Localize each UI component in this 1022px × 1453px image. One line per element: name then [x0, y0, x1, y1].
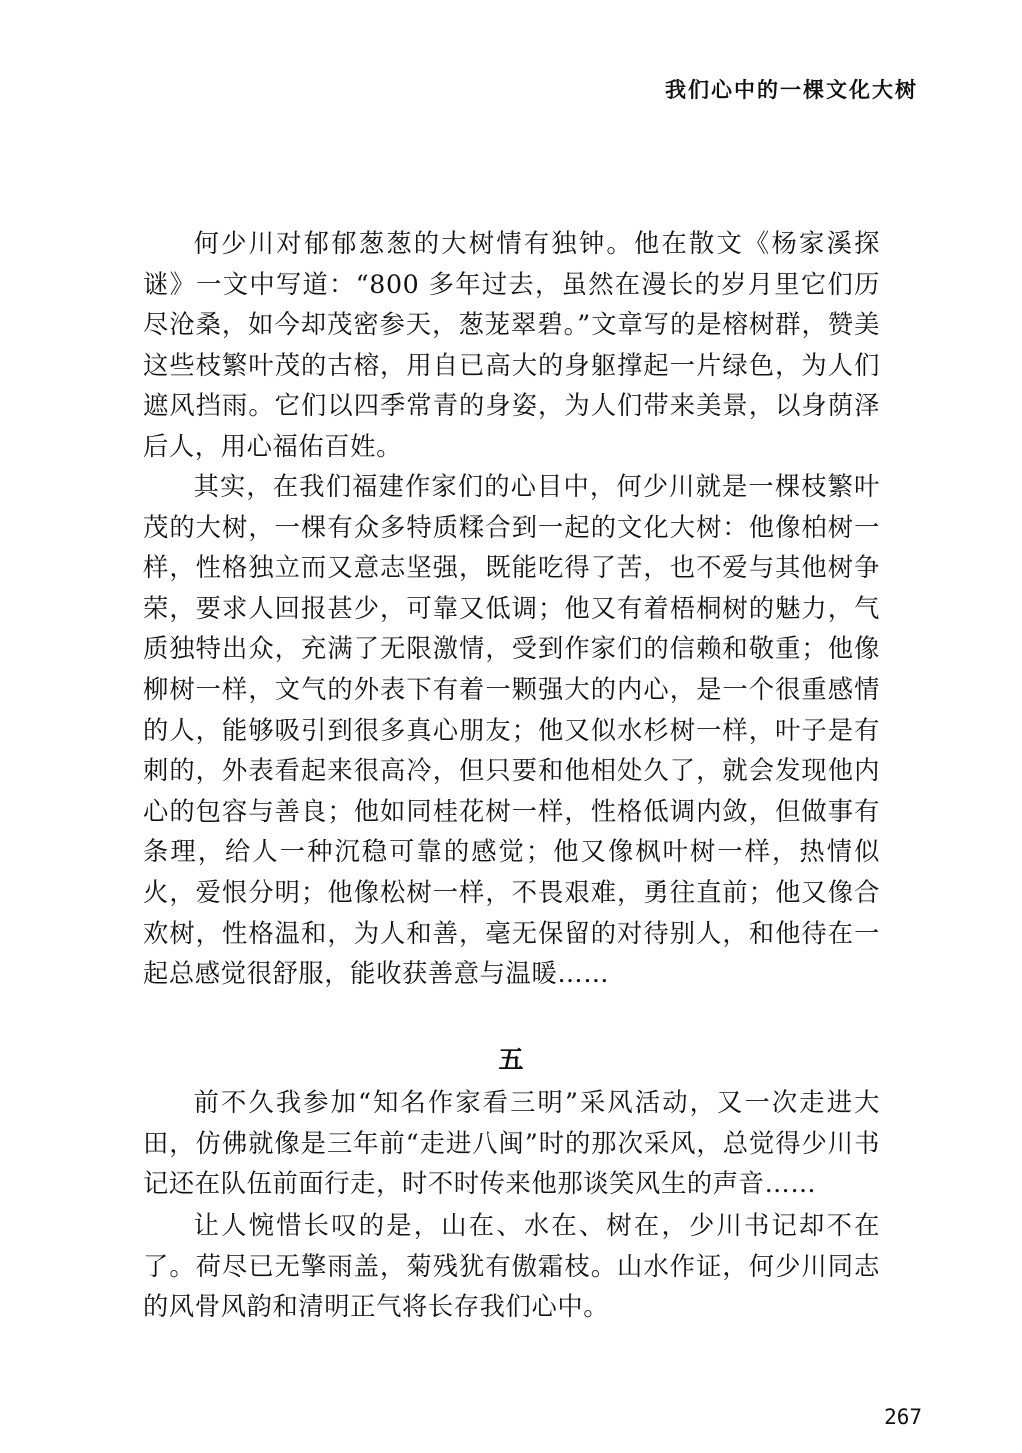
- page-number: 267: [884, 1405, 922, 1429]
- section-heading: 五: [498, 1045, 524, 1074]
- body-paragraph: 何少川对郁郁葱葱的大树情有独钟。他在散文《杨家溪探谜》一文中写道：“800 多年过去，虽然在漫长的岁月里它们历尽沧桑，如今却茂密参天，葱茏翠碧。”文章写的是榕树群，赞美这些枝繁叶茂的古榕，用自已高大的身躯撑起一片绿色，为人们遮风挡雨。它们以四季常青的身姿，为人们带来美景，以身荫泽后人，用心福佑百姓。: [143, 229, 880, 461]
- body-paragraph: 其实，在我们福建作家们的心目中，何少川就是一棵枝繁叶茂的大树，一棵有众多特质糅合到一起的文化大树：他像柏树一样，性格独立而又意志坚强，既能吃得了苦，也不爱与其他树争荣，要求人回报甚少，可靠又低调；他又有着梧桐树的魅力，气质独特出众，充满了无限激情，受到作家们的信赖和敬重；他像柳树一样，文气的外表下有着一颗强大的内心，是一个很重感情的人，能够吸引到很多真心朋友；他又似水杉树一样，叶子是有刺的，外表看起来很高冷，但只要和他相处久了，就会发现他内心的包容与善良；他如同桂花树一样，性格低调内敛，但做事有条理，给人一种沉稳可靠的感觉；他又像枫叶树一样，热情似火，爱恨分明；他像松树一样，不畏艰难，勇往直前；他又像合欢树，性格温和，为人和善，毫无保留的对待别人，和他待在一起总感觉很舒服，能收获善意与温暖……: [143, 472, 880, 989]
- body-paragraph: 前不久我参加“知名作家看三明”采风活动，又一次走进大田，仿佛就像是三年前“走进八闽”时的那次采风，总觉得少川书记还在队伍前面行走，时不时传来他那谈笑风生的声音……: [143, 1088, 880, 1199]
- running-header-title: 我们心中的一棵文化大树: [665, 77, 918, 102]
- body-paragraph: 让人惋惜长叹的是，山在、水在、树在，少川书记却不在了。荷尽已无擎雨盖，菊残犹有傲霜枝。山水作证，何少川同志的风骨风韵和清明正气将长存我们心中。: [143, 1211, 880, 1322]
